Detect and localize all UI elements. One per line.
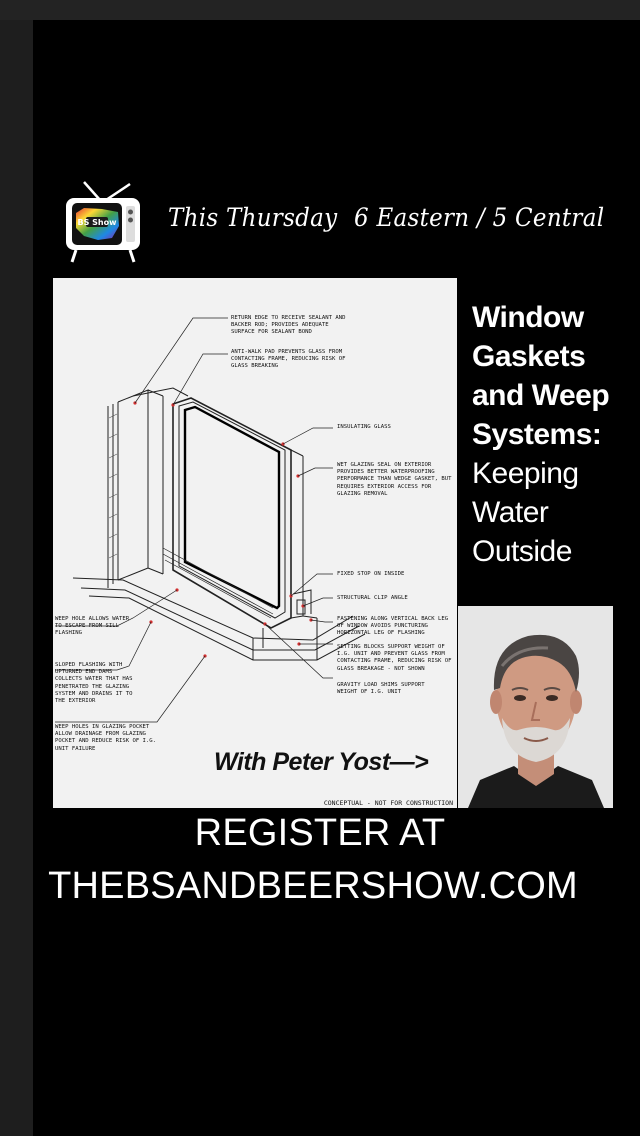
callout-wet-glazing-seal: WET GLAZING SEAL ON EXTERIOR PROVIDES BETTER WATERPROOFING PERFORMANCE THAN WEDGE GASKET, BUT REQUIRES EXTERIOR ACCESS FOR GLAZING REMOVAL [337, 462, 452, 497]
callout-setting-blocks: SETTING BLOCKS SUPPORT WEIGHT OF I.G. UNIT AND PREVENT GLASS FROM CONTACTING FRAME, REDUCING RISK OF GLASS BREAKAGE - NOT SHOWN [337, 644, 452, 672]
callout-sloped-flashing: SLOPED FLASHING WITH UPTURNED END DAMS COLLECTS WATER THAT HAS PENETRATED THE GLAZING SYSTEM AND DRAINS IT TO THE EXTERIOR [55, 662, 133, 705]
tagline-time: 6 Eastern / 5 Central [353, 203, 605, 232]
episode-title [472, 298, 609, 571]
register-label: REGISTER AT [194, 812, 446, 854]
disclaimer: CONCEPTUAL - NOT FOR CONSTRUCTION [323, 799, 453, 807]
tagline-day: This Thursday [168, 203, 338, 232]
title-line-7: Outside [472, 535, 572, 568]
tv-logo [62, 178, 144, 264]
callout-insulating-glass: INSULATING GLASS [337, 424, 391, 430]
callout-weep-hole: WEEP HOLE ALLOWS WATER TO ESCAPE FROM SILL FLASHING [55, 616, 130, 637]
title-line-5: Keeping [472, 457, 579, 490]
schedule-tagline [168, 203, 621, 232]
callout-clip-angle: STRUCTURAL CLIP ANGLE [337, 595, 408, 601]
callout-return-edge: RETURN EDGE TO RECEIVE SEALANT AND BACKER ROD; PROVIDES ADEQUATE SURFACE FOR SEALANT BOND [231, 315, 346, 336]
with-peter-label: With Peter Yost—> [214, 748, 429, 776]
title-line-6: Water [472, 496, 549, 529]
guest-photo [458, 606, 613, 808]
callout-gravity-shims: GRAVITY LOAD SHIMS SUPPORT WEIGHT OF I.G. UNIT [337, 682, 425, 696]
title-line-2: Gaskets [472, 340, 586, 373]
title-line-3: and Weep [472, 379, 610, 412]
top-bar [0, 0, 640, 20]
register-url[interactable]: THEBSANDBEERSHOW.COM [48, 865, 578, 907]
window-diagram [53, 278, 457, 808]
svg-text:BS Show: BS Show [77, 218, 117, 227]
title-line-1: Window [472, 301, 584, 334]
callout-fastening: FASTENING ALONG VERTICAL BACK LEG OF WINDOW AVOIDS PUNCTURING HORIZONTAL LEG OF FLASHING [337, 616, 449, 637]
callout-fixed-stop: FIXED STOP ON INSIDE [337, 571, 405, 577]
callout-weep-holes-pocket: WEEP HOLES IN GLAZING POCKET ALLOW DRAINAGE FROM GLAZING POCKET AND REDUCE RISK OF I.G. UNIT FAILURE [55, 724, 157, 752]
callout-anti-walk-pad: ANTI-WALK PAD PREVENTS GLASS FROM CONTACTING FRAME, REDUCING RISK OF GLASS BREAKING [231, 349, 346, 370]
title-line-4: Systems: [472, 418, 602, 451]
